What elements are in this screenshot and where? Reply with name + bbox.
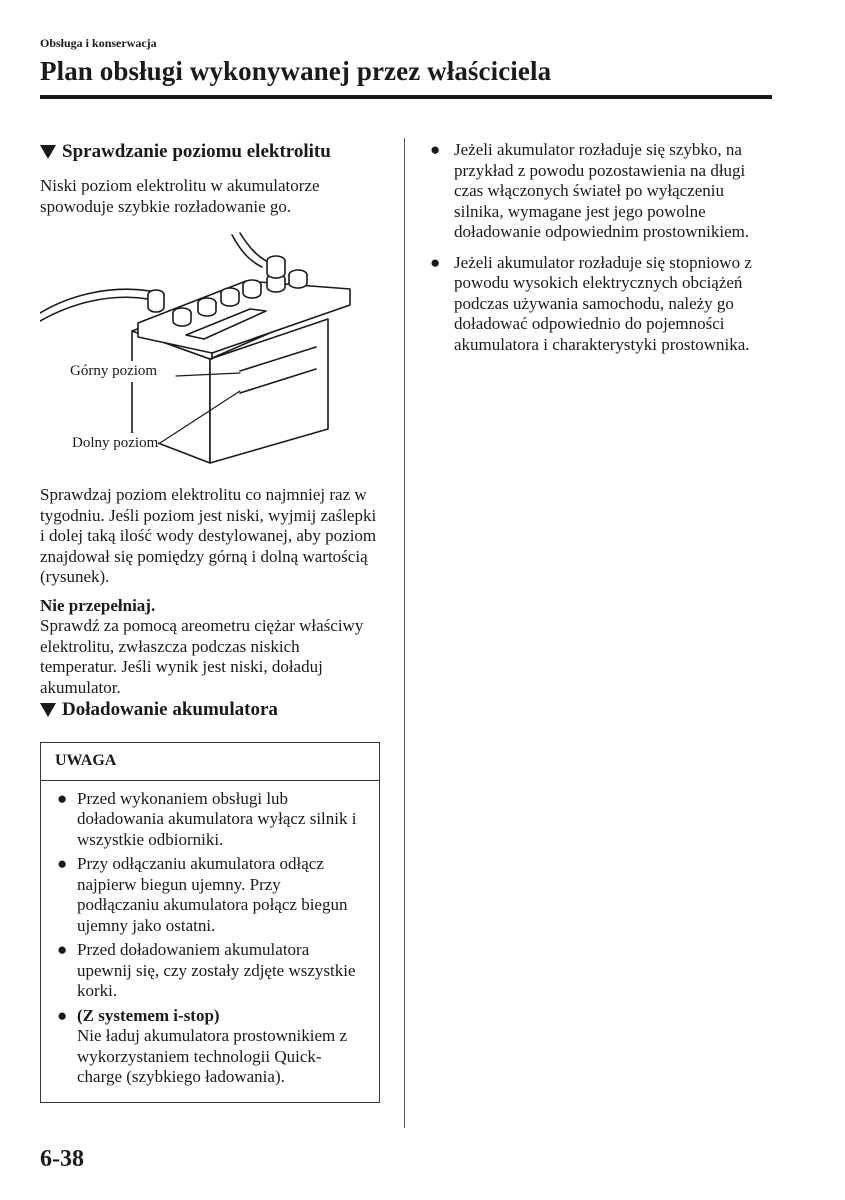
- no-overfill-note: Nie przepełniaj.: [40, 595, 156, 615]
- list-item: [428, 253, 773, 356]
- lower-level-label: Dolny poziom: [72, 433, 158, 454]
- electrolyte-heading-text: Sprawdzanie poziomu elektrolitu: [62, 141, 331, 162]
- caution-title: UWAGA: [41, 743, 379, 781]
- caution-list: [55, 789, 365, 1088]
- right-column: [428, 140, 773, 365]
- charging-notes-list: [428, 140, 773, 355]
- bullet-dot-icon: ●: [57, 1005, 68, 1025]
- density-text: Sprawdź za pomocą areometru ciężar właściwy elektrolitu, zwłaszcza podczas niskich temperatur. Jeśli wynik jest niski, doładuj akumulator.: [40, 616, 364, 697]
- note-text: Jeżeli akumulator rozładuje się stopniowo z powodu wysokich elektrycznych obciążeń podczas używania samochodu, należy go doładować odpowiednio do pojemności akumulatora i charakterystyki prostownika.: [454, 252, 752, 354]
- page-number: 6-38: [40, 1146, 84, 1172]
- istop-text: Nie ładuj akumulatora prostownikiem z wykorzystaniem technologii Quick-charge (szybkiego ładowania).: [77, 1026, 348, 1086]
- electrolyte-heading: [40, 140, 380, 164]
- bullet-dot-icon: ●: [57, 854, 68, 873]
- triangle-bullet-icon: [40, 145, 56, 159]
- caution-item-text: Przy odłączaniu akumulatora odłącz najpierw biegun ujemny. Przy podłączaniu akumulatora połącz biegun ujemny jako ostatni.: [77, 854, 348, 935]
- charging-heading: [40, 698, 380, 722]
- bullet-dot-icon: ●: [57, 940, 68, 959]
- list-item: [55, 789, 365, 851]
- title-rule: [40, 95, 772, 99]
- triangle-bullet-icon: [40, 703, 56, 717]
- caution-box: [40, 742, 380, 1103]
- charging-heading-text: Doładowanie akumulatora: [62, 699, 278, 720]
- electrolyte-intro: Niski poziom elektrolitu w akumulatorze spowoduje szybkie rozładowanie go.: [40, 176, 320, 216]
- istop-title: (Z systemem i-stop): [77, 1005, 220, 1025]
- list-item: [428, 140, 773, 243]
- list-item: [55, 1006, 365, 1088]
- bullet-dot-icon: ●: [430, 252, 441, 272]
- bullet-dot-icon: ●: [57, 788, 68, 808]
- left-column: [40, 140, 380, 1103]
- electrolyte-check-text: Sprawdzaj poziom elektrolitu co najmniej raz w tygodniu. Jeśli poziom jest niski, wyjmij zaślepki i dolej taką ilość wody destylowanej, aby poziom znajdował się pomiędzy górną i dolną wartością (rysunek).: [40, 485, 377, 586]
- section-label: Obsługa i konserwacja: [40, 36, 157, 50]
- list-item: [55, 854, 365, 936]
- upper-level-label: Górny poziom: [70, 361, 157, 382]
- battery-figure: [40, 223, 380, 471]
- note-text: Jeżeli akumulator rozładuje się szybko, na przykład z powodu pozostawienia na długi czas włączonych świateł po wyłączeniu silnika, wymagane jest jego powolne doładowanie odpowiednim prostownikiem.: [454, 140, 750, 241]
- column-divider: [404, 138, 405, 1128]
- page-title: Plan obsługi wykonywanej przez właściciela: [40, 56, 552, 86]
- caution-item-text: Przed wykonaniem obsługi lub doładowania akumulatora wyłącz silnik i wszystkie odbiorniki.: [77, 788, 357, 849]
- caution-item-text: Przed doładowaniem akumulatora upewnij się, czy zostały zdjęte wszystkie korki.: [77, 940, 356, 1000]
- bullet-dot-icon: ●: [430, 140, 441, 159]
- list-item: [55, 940, 365, 1002]
